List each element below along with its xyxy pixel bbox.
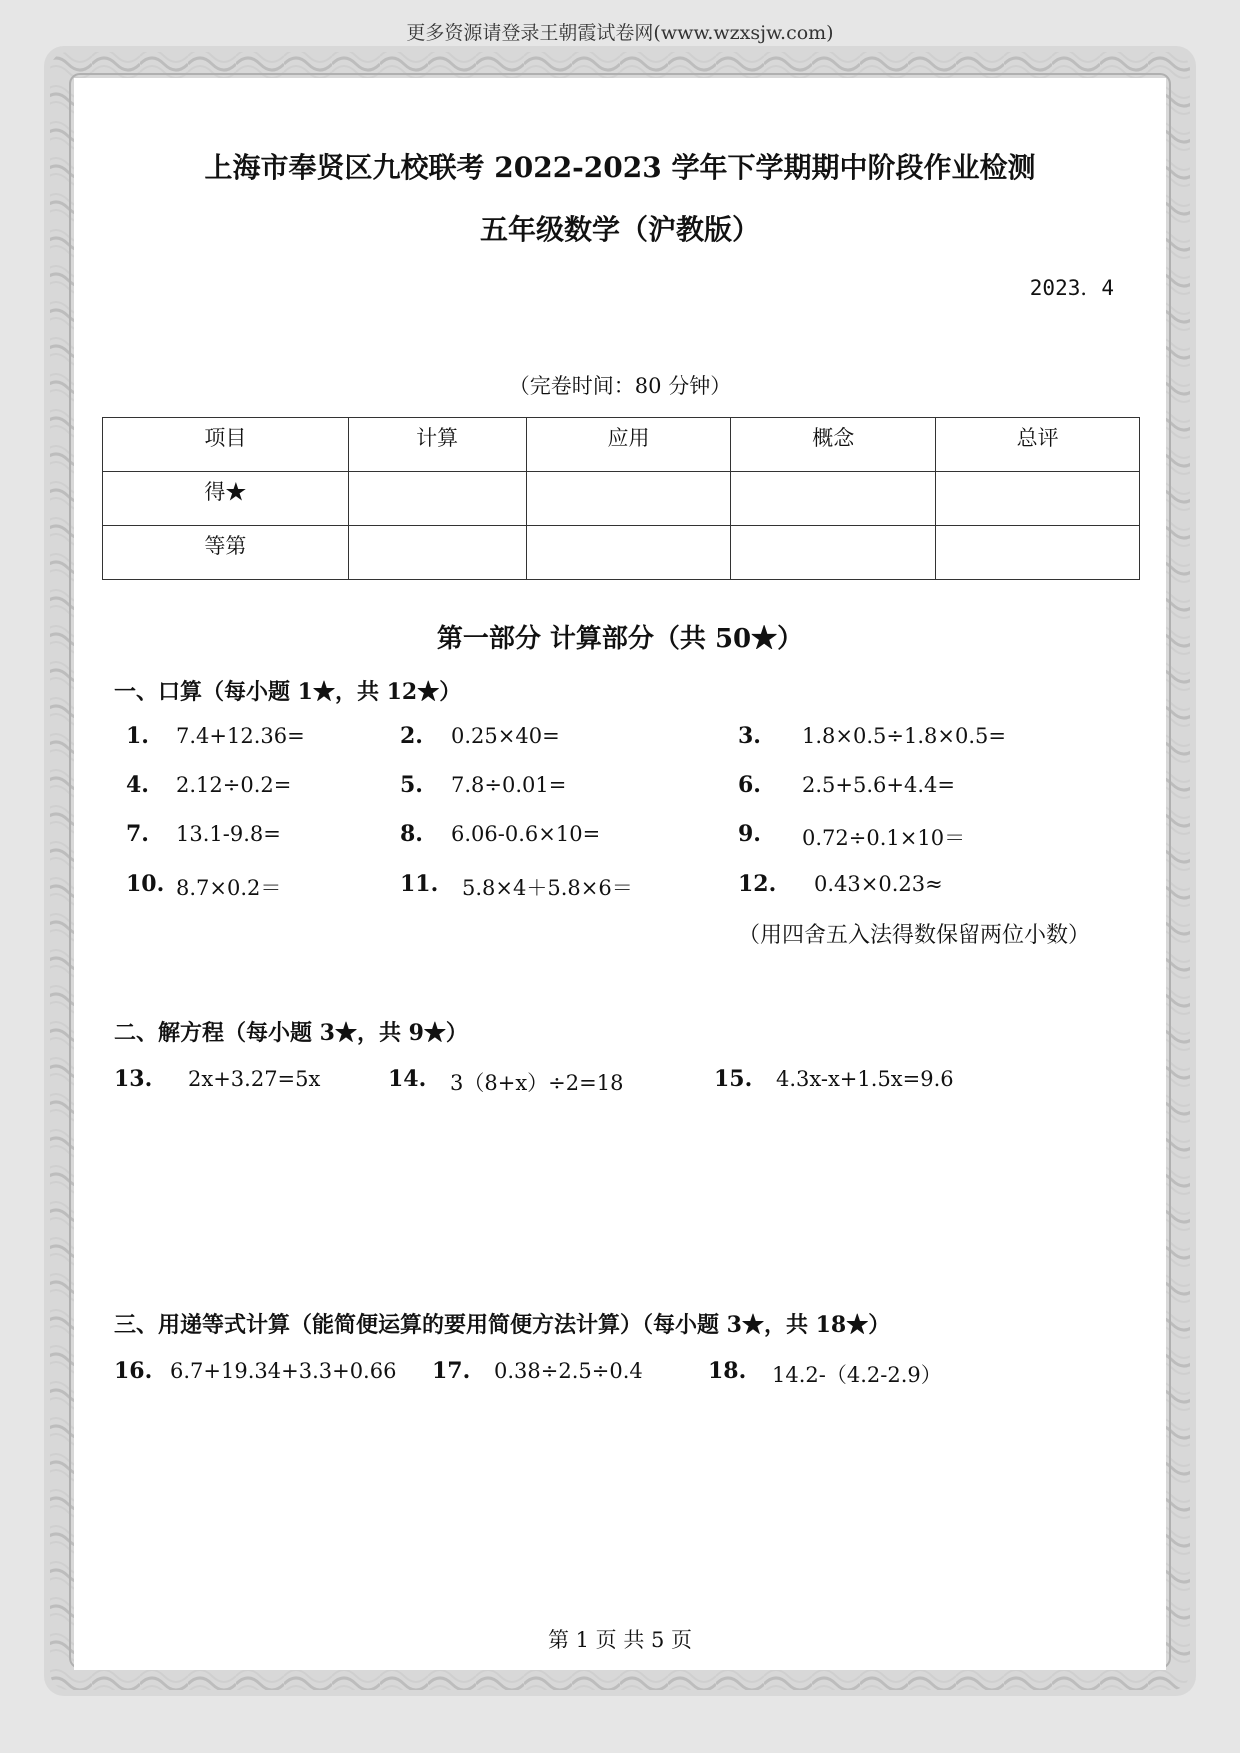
score-table [102, 417, 1140, 580]
score-table-row [103, 526, 1140, 580]
question-number: 18. [708, 1358, 747, 1384]
exam-date: 2023．4 [1029, 276, 1114, 300]
question-expression: 5.8×4＋5.8×6＝ [462, 876, 633, 900]
score-cell [526, 526, 731, 580]
score-row-label: 等第 [103, 526, 349, 580]
question-number: 15. [714, 1066, 753, 1092]
score-header-cell: 项目 [103, 418, 349, 472]
question-number: 8. [400, 821, 423, 847]
section-title: 一、口算（每小题 1★，共 12★） [114, 679, 462, 705]
question-number: 5. [400, 772, 423, 798]
score-table-row [103, 472, 1140, 526]
question-number: 16. [114, 1358, 153, 1384]
question-number: 7. [126, 821, 149, 847]
score-header-cell: 总评 [936, 418, 1140, 472]
question-number: 11. [400, 871, 439, 897]
question-number: 12. [738, 871, 777, 897]
part-title: 第一部分 计算部分（共 50★） [436, 624, 804, 654]
score-header-cell: 计算 [348, 418, 526, 472]
exam-subtitle: 五年级数学（沪教版） [479, 213, 760, 246]
question-expression: 0.25×40= [451, 724, 560, 748]
question-number: 1. [126, 723, 149, 749]
question-number: 4. [126, 772, 149, 798]
score-cell [348, 526, 526, 580]
score-cell [936, 472, 1140, 526]
exam-page [74, 78, 1166, 1670]
score-header-cell: 应用 [526, 418, 731, 472]
question-number: 9. [738, 821, 761, 847]
question-number: 13. [114, 1066, 153, 1092]
score-cell [731, 472, 936, 526]
rounding-note: （用四舍五入法得数保留两位小数） [738, 923, 1091, 948]
question-expression: 0.72÷0.1×10＝ [802, 826, 966, 850]
question-number: 10. [126, 871, 165, 897]
question-expression: 0.43×0.23≈ [814, 872, 943, 896]
score-header-cell: 概念 [731, 418, 936, 472]
score-cell [731, 526, 936, 580]
score-cell [348, 472, 526, 526]
question-number: 6. [738, 772, 761, 798]
question-expression: 2x+3.27=5x [188, 1067, 321, 1091]
question-expression: 1.8×0.5÷1.8×0.5= [802, 724, 1006, 748]
exam-title: 上海市奉贤区九校联考 2022-2023 学年下学期期中阶段作业检测 [204, 151, 1036, 184]
question-expression: 7.8÷0.01= [451, 773, 567, 797]
score-cell [526, 472, 731, 526]
question-number: 14. [388, 1066, 427, 1092]
time-note: （完卷时间：80 分钟） [508, 374, 732, 398]
section-title: 二、解方程（每小题 3★，共 9★） [114, 1020, 468, 1046]
question-expression: 14.2-（4.2-2.9） [772, 1363, 942, 1387]
question-number: 2. [400, 723, 423, 749]
question-number: 3. [738, 723, 761, 749]
question-expression: 13.1-9.8= [176, 822, 281, 846]
watermark: 更多资源请登录王朝霞试卷网(www.wzxsjw.com) [406, 22, 834, 44]
question-expression: 8.7×0.2＝ [176, 876, 282, 900]
question-expression: 2.5+5.6+4.4= [802, 773, 955, 797]
section-title: 三、用递等式计算（能简便运算的要用简便方法计算）（每小题 3★，共 18★） [114, 1312, 891, 1338]
question-expression: 0.38÷2.5÷0.4 [494, 1359, 643, 1383]
question-expression: 2.12÷0.2= [176, 773, 292, 797]
question-expression: 6.06-0.6×10= [451, 822, 601, 846]
question-expression: 3（8+x）÷2=18 [450, 1071, 624, 1095]
page-footer: 第 1 页 共 5 页 [547, 1628, 693, 1652]
question-expression: 4.3x-x+1.5x=9.6 [776, 1067, 954, 1091]
score-row-label: 得★ [103, 472, 349, 526]
question-expression: 7.4+12.36= [176, 724, 305, 748]
question-number: 17. [432, 1358, 471, 1384]
question-expression: 6.7+19.34+3.3+0.66 [170, 1359, 397, 1383]
score-table-header-row [103, 418, 1140, 472]
score-cell [936, 526, 1140, 580]
